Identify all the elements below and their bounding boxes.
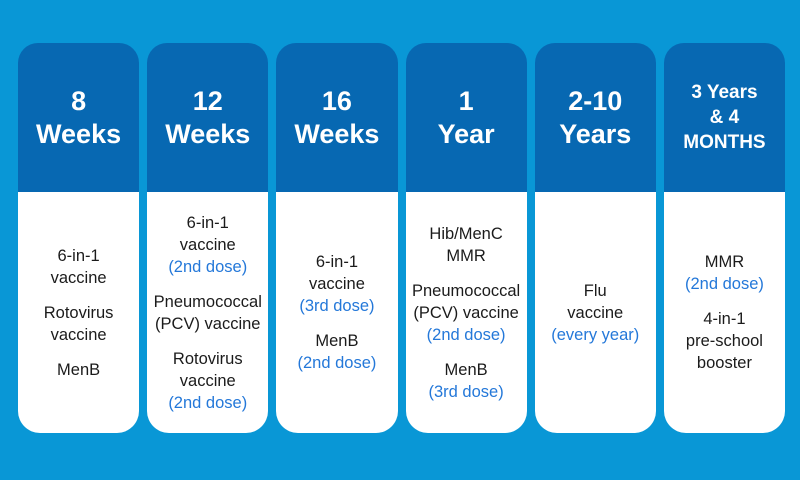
vaccine-line: MenB: [444, 360, 488, 379]
dose-note: (2nd dose): [685, 275, 764, 293]
vaccine-line: Hib/MenC: [429, 224, 503, 243]
vaccine-item: [299, 251, 374, 317]
vaccine-line: vaccine: [567, 303, 624, 322]
age-line: 8: [71, 85, 87, 116]
vaccine-item: [168, 212, 247, 278]
vaccine-list-2-10-years: [535, 192, 656, 433]
age-line: 12: [192, 85, 223, 116]
dose-note: (2nd dose): [168, 257, 248, 276]
age-header-12-weeks: [147, 43, 268, 192]
vaccine-list-16-weeks: [276, 192, 397, 433]
vaccine-line: (PCV) vaccine: [413, 303, 519, 322]
vaccine-item: [154, 291, 262, 335]
age-line: Weeks: [294, 118, 380, 149]
vaccine-item: [168, 348, 247, 414]
vaccine-line: vaccine: [308, 275, 365, 293]
vaccine-list-12-weeks: [147, 192, 268, 433]
column-8-weeks: [18, 43, 139, 433]
column-16-weeks: [276, 43, 397, 433]
vaccine-list-1-year: [406, 192, 527, 433]
dose-note: (2nd dose): [168, 393, 248, 412]
vaccine-item: [51, 245, 107, 289]
vaccine-line: 4-in-1: [703, 310, 746, 328]
age-line: 16: [321, 85, 352, 116]
vaccine-item: [429, 223, 502, 267]
age-line: Years: [559, 118, 632, 149]
age-line: Year: [437, 118, 495, 149]
vaccine-line: Flu: [583, 281, 607, 300]
age-line: Weeks: [165, 118, 251, 149]
vaccine-line: Pneumococcal: [411, 281, 521, 300]
vaccine-line: vaccine: [50, 325, 107, 344]
column-3-years-4-months: [664, 43, 785, 433]
column-1-year: [406, 43, 527, 433]
vaccine-line: MMR: [446, 246, 486, 265]
age-header-16-weeks: [276, 43, 397, 192]
age-line: 3 Years: [691, 82, 758, 103]
vaccine-line: Rotovirus: [172, 349, 243, 368]
vaccine-line: Pneumococcal: [153, 292, 262, 311]
vaccine-line: 6-in-1: [315, 253, 359, 271]
dose-note: (3rd dose): [299, 297, 375, 315]
schedule-columns: [18, 43, 785, 433]
age-line: MONTHS: [683, 132, 766, 153]
vaccine-item: [412, 280, 520, 346]
vaccine-list-8-weeks: [18, 192, 139, 433]
column-12-weeks: [147, 43, 268, 433]
vaccine-line: Rotovirus: [43, 303, 114, 322]
vaccine-item: [57, 359, 100, 381]
age-line: & 4: [709, 107, 740, 128]
vaccine-line: 6-in-1: [186, 213, 229, 232]
age-line: 2-10: [568, 85, 623, 116]
dose-note: (2nd dose): [426, 325, 506, 344]
vaccine-line: (PCV) vaccine: [155, 314, 261, 333]
vaccine-list-3-years-4-months: [664, 192, 785, 433]
vaccine-item: [685, 251, 764, 295]
age-header-8-weeks: [18, 43, 139, 192]
vaccine-line: 6-in-1: [57, 246, 100, 265]
dose-note: (2nd dose): [297, 354, 377, 372]
vaccine-line: MMR: [704, 253, 745, 271]
vaccine-item: [686, 308, 763, 374]
vaccine-item: [297, 330, 376, 374]
vaccine-item: [429, 359, 504, 403]
age-header-2-10-years: [535, 43, 656, 192]
vaccine-line: vaccine: [50, 268, 107, 287]
age-line: 1: [458, 85, 474, 116]
vaccine-line: pre-school: [685, 332, 763, 350]
vaccine-line: vaccine: [179, 235, 236, 254]
vaccine-line: booster: [696, 354, 752, 372]
age-header-1-year: [406, 43, 527, 192]
column-2-10-years: [535, 43, 656, 433]
vaccine-item: [551, 280, 639, 346]
dose-note: (every year): [551, 325, 640, 344]
vaccine-line: vaccine: [179, 371, 236, 390]
vaccine-line: MenB: [57, 360, 101, 379]
age-line: Weeks: [36, 118, 122, 149]
vaccine-item: [44, 302, 114, 346]
vaccine-line: MenB: [315, 332, 359, 350]
dose-note: (3rd dose): [428, 382, 504, 401]
age-header-3-years-4-months: [664, 43, 785, 192]
